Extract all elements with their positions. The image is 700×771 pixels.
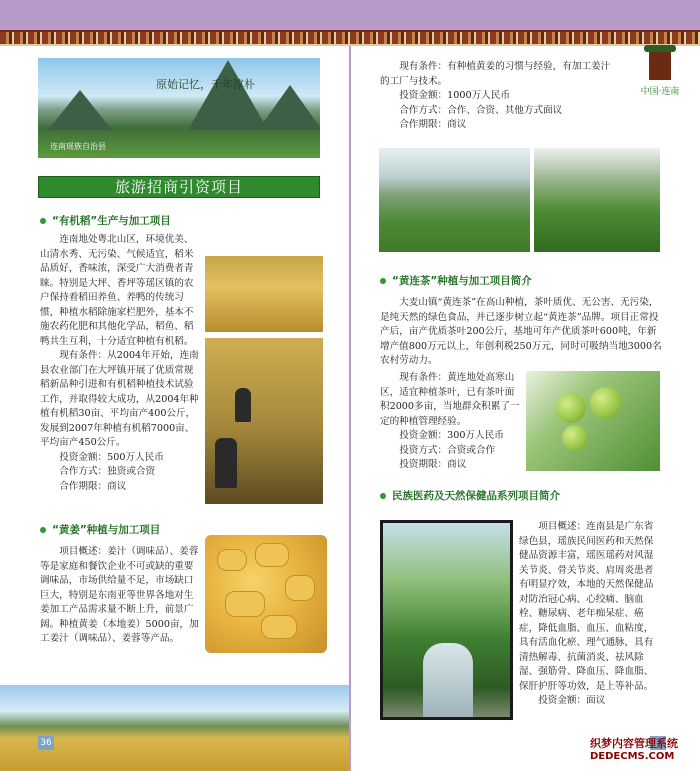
ginger-continued — [380, 60, 618, 133]
banner-sign: 连南瑶族自治县 — [50, 142, 106, 151]
ginger-text-block — [40, 545, 202, 647]
rice-term: 合作期限：商议 — [59, 480, 127, 492]
ginger-cooperation: 合作方式：合作、合资、其他方式面议 — [399, 104, 563, 116]
watermark-url: DEDECMS.COM — [590, 751, 675, 762]
tea-conditions-block — [380, 371, 522, 473]
ginger-overview-text: 项目概述：姜汁（调味品）、姜蓉等是家庭和餐饮企业不可或缺的重要调味品，市场供给量不足，市场缺口巨大，特别是东南亚等世界各地对生姜加工产品需求量不断上升，前景广阔。种植黄姜（本地姜）5000亩，加工姜汁（调味品）、姜蓉等产品。 — [40, 546, 199, 644]
bullet-dot-icon — [380, 493, 386, 499]
rice-conditions-text: 现有条件：从2004年开始，连南县农业部门在大坪镇开展了优质常规稻新品种引进和有机稻种植技术试验工作，并取得较大成功，从2004年种植有机稻30亩、平均亩产400公斤，发展到2007年种植有机稻7000亩、平均亩产450公斤。 — [40, 350, 199, 448]
decorative-border — [0, 30, 700, 46]
bullet-dot-icon — [380, 278, 386, 284]
ginger-term: 合作期限：商议 — [399, 119, 467, 130]
rice-overview-text: 连南地处粤北山区，环境优美、山清水秀、无污染、气候适宜，稻米品质好，香味浓，深受广大消费者青睐。特别是大坪、香坪等瑶区镇的农户保持着稻田养鱼、养鸭的传统习惯，种植水稻除施家栏肥外，基本不施农药化肥和其他化学品，稻鱼、稻鸭共生互利，十分适宜种植有机稻。 — [40, 234, 194, 347]
medicine-overview-text: 项目概述：连南县是广东省绿色县，瑶族民间医药和天然保健品资源丰富，瑶医瑶药对风湿关节炎、骨关节炎、肩周炎患者有明显疗效，本地的天然保健品对防治冠心病、心绞痛、脑血栓、糖尿病、老年痴呆症、癌症，降低血脂、血压、血粘度，具有活血化瘀、理气通脉，具有清热解毒、抗菌消炎、祛风除湿、强筋骨、降血压、降血脂、保肝护肝等功效，是上等补品。 — [519, 521, 654, 692]
fruit-branch-photo — [526, 371, 660, 471]
section-title-bar — [38, 176, 320, 198]
village-stream-photo — [380, 520, 513, 720]
banner-caption: 原始记忆，千年淳朴 — [156, 78, 255, 91]
tea-term: 投资期限：商议 — [399, 459, 467, 470]
top-color-band — [0, 0, 700, 30]
ginger-photo — [205, 535, 327, 653]
section-title: 旅游招商引资项目 — [114, 178, 243, 196]
county-logo — [628, 50, 692, 106]
project-heading-ginger: “黄姜”种植与加工项目 — [40, 522, 160, 537]
tea-conditions-text: 现有条件：黄连地处高寒山区，适宜种植茶叶，已有茶叶面积2000多亩，当地群众积累了一定的种植管理经验。 — [380, 372, 520, 427]
rice-cooperation: 合作方式：独资或合资 — [59, 466, 156, 477]
page-number: 36 — [38, 736, 54, 750]
rice-field-photo — [205, 256, 323, 332]
landscape-photo — [0, 685, 349, 771]
tea-investment: 投资金额：300万人民币 — [399, 430, 504, 441]
rice-text-block — [40, 233, 202, 494]
tea-cooperation: 投资方式：合资或合作 — [399, 444, 496, 456]
rice-harvest-photo — [205, 338, 323, 504]
bullet-dot-icon — [40, 218, 46, 224]
page-gutter — [349, 46, 351, 771]
project-heading-tea: “黄连茶”种植与加工项目简介 — [380, 273, 532, 288]
tea-plantation-photo — [534, 148, 660, 252]
tea-overview-text: 大麦山镇“黄连茶”在高山种植，茶叶质优、无公害、无污染，是纯天然的绿色食品，并已逐步树立起“黄连茶”品牌。项目正常投产后，亩产优质茶叶200公斤，基地可年产优质茶叶600吨，年新增产值800万元以上，年创利税250万元，同时可吸纳当地3000名农村劳动力。 — [380, 297, 662, 366]
banner-photo — [38, 58, 320, 158]
medicine-text-block — [519, 520, 662, 709]
tea-overview-block — [380, 296, 662, 369]
project-heading-medicine: 民族医药及天然保健品系列项目简介 — [380, 488, 560, 503]
logo-emblem-icon — [649, 50, 671, 80]
project-heading-rice: “有机稻”生产与加工项目 — [40, 213, 171, 228]
ginger-conditions-text: 现有条件：有种植黄姜的习惯与经验，有加工姜汁的工厂与技术。 — [380, 61, 611, 87]
ginger-investment: 投资金额：1000万人民币 — [399, 90, 510, 101]
rice-investment: 投资金额：500万人民币 — [59, 451, 164, 463]
tea-hills-photo — [379, 148, 530, 252]
watermark-text: 织梦内容管理系统 — [590, 737, 678, 750]
logo-text: 中国·连南 — [640, 87, 680, 97]
bullet-dot-icon — [40, 527, 46, 533]
medicine-investment: 投资金额：面议 — [538, 695, 606, 706]
